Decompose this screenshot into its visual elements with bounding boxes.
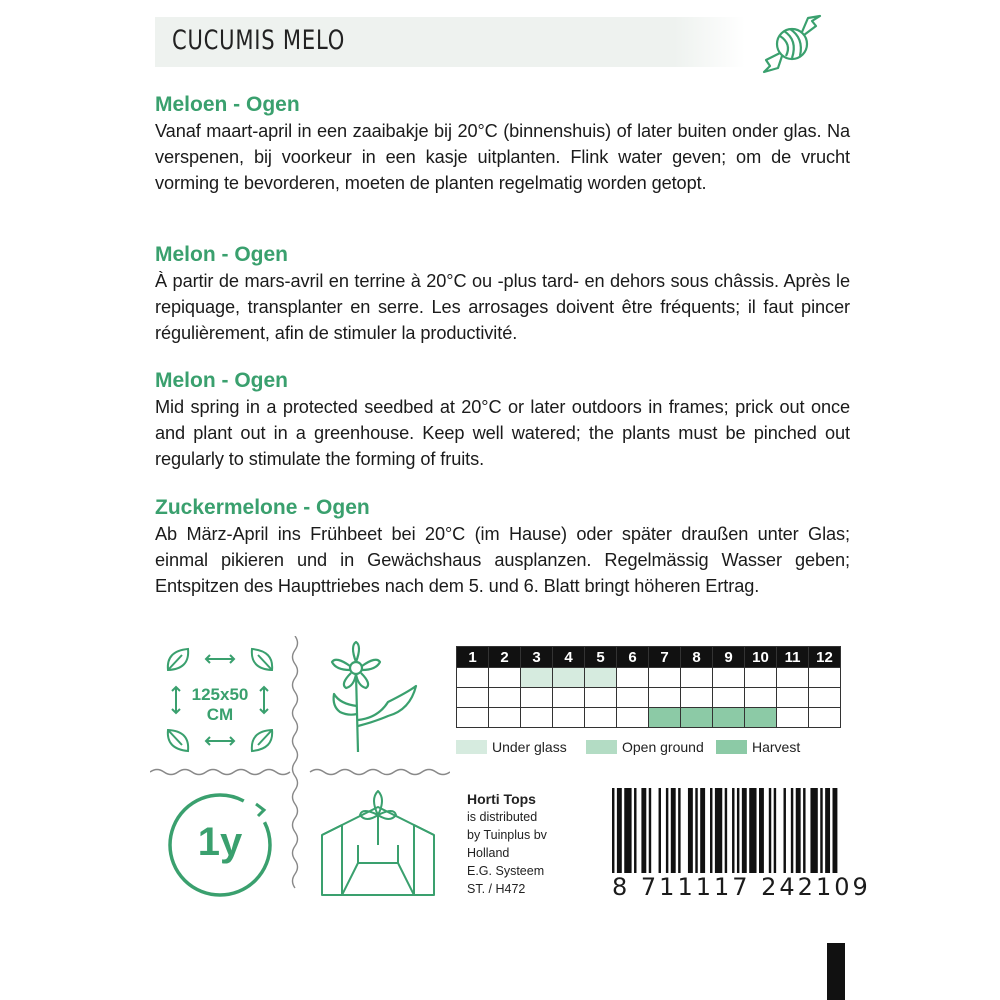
divider-horizontal [150,765,450,779]
spacing-label [160,685,280,725]
calendar-cell [617,668,649,688]
calendar-cell [553,668,585,688]
barcode-bar [659,788,661,874]
section-title: Melon - Ogen [155,243,288,266]
candy-icon [760,14,824,74]
legend-label: Under glass [492,739,567,755]
calendar-cell [809,668,841,688]
calendar-cell [777,688,809,708]
calendar-cell [777,708,809,728]
calendar-header-row [457,647,841,668]
distributor-info [467,790,547,898]
distributor-line: Holland [467,846,510,860]
section-dutch [155,92,850,196]
calendar-cell [457,708,489,728]
calendar-row-under-glass [457,668,841,688]
calendar-month-6: 6 [617,647,649,668]
calendar-cell [713,688,745,708]
calendar-cell [553,688,585,708]
calendar-cell [745,708,777,728]
header-band [155,17,745,67]
calendar-row-harvest [457,708,841,728]
calendar-cell [809,688,841,708]
barcode-bar [700,788,705,874]
barcode-bar [688,788,693,874]
spacing-unit: CM [206,705,234,724]
calendar-month-11: 11 [777,647,809,668]
legend-label: Harvest [752,739,801,755]
barcode-bar [796,788,801,874]
legend-swatch-open-ground [586,740,617,754]
barcode-bar [820,788,822,874]
print-mark [827,943,845,1000]
calendar-cell [617,708,649,728]
calendar-month-8: 8 [681,647,713,668]
section-title: Melon - Ogen [155,369,288,392]
flower-plant-icon [318,640,418,755]
legend-label: Open ground [622,739,704,755]
barcode-bar [759,788,764,874]
section-english [155,368,850,472]
calendar-cell [489,668,521,688]
section-german [155,495,850,599]
barcode-bar [649,788,651,874]
barcode-bar [710,788,712,874]
greenhouse-icon [318,785,438,900]
barcode-bar [825,788,830,874]
barcode-bar [791,788,793,874]
sowing-calendar [456,646,841,728]
calendar-month-2: 2 [489,647,521,668]
barcode-bar [624,788,631,874]
calendar-month-7: 7 [649,647,681,668]
distributor-line: by Tuinplus bv [467,828,547,842]
calendar-cell [489,688,521,708]
section-body: Mid spring in a protected seedbed at 20°C or later outdoors in frames; prick out once and plant out in a greenhouse. Keep well watered; the plants must be pinched out regularly to stimulate the forming of fruits. [155,397,850,469]
calendar-cell [713,668,745,688]
calendar-month-10: 10 [745,647,777,668]
calendar-cell [585,688,617,708]
calendar-cell [521,668,553,688]
calendar-cell [649,708,681,728]
barcode-bar [666,788,668,874]
barcode-number: 8 711117 242109 [612,873,871,901]
calendar-month-3: 3 [521,647,553,668]
calendar-cell [649,688,681,708]
calendar-cell [745,668,777,688]
section-french [155,242,850,346]
calendar-month-12: 12 [809,647,841,668]
barcode-bar [769,788,771,874]
barcode-bar [774,788,776,874]
barcode-bar [641,788,646,874]
species-title: CUCUMIS MELO [172,25,346,56]
barcode-bar [784,788,786,874]
calendar-cell [681,688,713,708]
barcode-bar [810,788,817,874]
distributor-line: ST. / H472 [467,882,526,896]
calendar-cell [649,668,681,688]
calendar-cell [745,688,777,708]
barcode-bar [715,788,722,874]
barcode-bar [678,788,680,874]
calendar-cell [521,708,553,728]
calendar-cell [489,708,521,728]
calendar-month-9: 9 [713,647,745,668]
calendar-cell [681,668,713,688]
lifespan-label: 1y [197,820,243,864]
section-body: À partir de mars-avril en terrine à 20°C ou -plus tard- en dehors sous châssis. Après le repiquage, transplanter en serre. Les arrosages doivent être fréquents; il faut pincer régulièrement, afin de stimuler la productivité. [155,271,850,343]
calendar-cell [457,688,489,708]
calendar-cell [585,668,617,688]
barcode-bar [732,788,734,874]
calendar-row-open-ground [457,688,841,708]
brand-name: Horti Tops [467,791,536,807]
calendar-month-5: 5 [585,647,617,668]
calendar-cell [457,668,489,688]
calendar-cell [617,688,649,708]
calendar-cell [553,708,585,728]
section-title: Meloen - Ogen [155,93,300,116]
legend-swatch-under-glass [456,740,487,754]
barcode-bar [833,788,838,874]
legend-swatch-harvest [716,740,747,754]
section-body: Ab März-April ins Frühbeet bei 20°C (im Hause) oder später draußen unter Glas; einmal pikieren und in Gewächshaus ausplanzen. Regelmässig Wasser geben; Entspitzen des Haupttriebes nach dem 5. und 6. Blatt bringt höheren Ertrag. [155,524,850,596]
section-body: Vanaf maart-april in een zaaibakje bij 20°C (binnenshuis) of later buiten onder glas. Na verspenen, bij voorkeur in een kasje uitplanten. Flink water geven; om de vrucht vorming te bevorderen, moeten de planten regelmatig worden getopt. [155,121,850,193]
barcode-bar [725,788,727,874]
barcode-bar [695,788,697,874]
calendar-month-1: 1 [457,647,489,668]
calendar-body [457,668,841,728]
distributor-line: E.G. Systeem [467,864,545,878]
calendar-cell [521,688,553,708]
calendar-cell [681,708,713,728]
calendar-cell [777,668,809,688]
spacing-dimensions: 125x50 [191,685,249,704]
calendar-cell [585,708,617,728]
barcode-bar [803,788,805,874]
spacing-icon-group [160,645,280,755]
calendar-cell [713,708,745,728]
barcode-bar [671,788,676,874]
barcode-bar [634,788,636,874]
calendar-month-4: 4 [553,647,585,668]
distributor-line: is distributed [467,810,538,824]
calendar-cell [809,708,841,728]
section-title: Zuckermelone - Ogen [155,496,370,519]
